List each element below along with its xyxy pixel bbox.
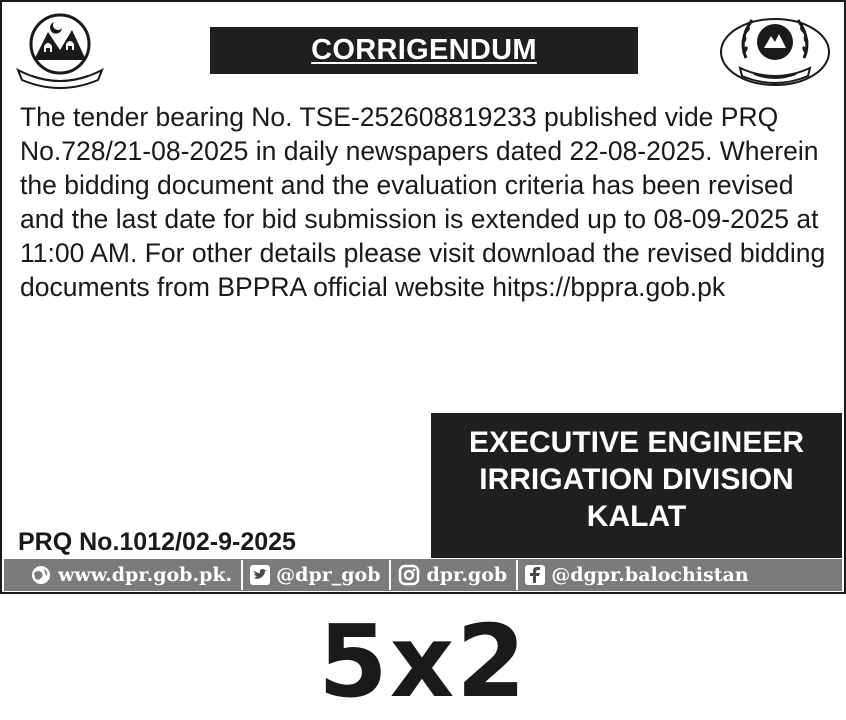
body-line: documents from BPPRA official website hitps://bppra.gob.pk — [20, 272, 726, 302]
footer-divider — [241, 560, 243, 590]
title-banner — [210, 27, 638, 74]
body-line: and the last date for bid submission is extended up to 08-09-2025 at — [20, 204, 819, 234]
ad-size-label: 5x2 — [318, 603, 528, 720]
footer-divider — [516, 560, 518, 590]
instagram-handle[interactable]: dpr.gob — [426, 564, 508, 586]
facebook-handle[interactable]: @dgpr.balochistan — [551, 564, 749, 586]
instagram-icon — [398, 564, 420, 586]
page-title: CORRIGENDUM — [311, 34, 537, 66]
footer-facebook[interactable] — [525, 564, 748, 586]
signature-designation: EXECUTIVE ENGINEER — [468, 426, 805, 459]
prq-number: PRQ No.1012/02-9-2025 — [18, 528, 296, 556]
twitter-handle[interactable]: @dpr_gob — [276, 564, 381, 586]
body-line: The tender bearing No. TSE-252608819233 published vide PRQ — [20, 102, 779, 132]
body-line: the bidding document and the evaluation criteria has been revised — [20, 170, 794, 200]
balochistan-emblem-icon — [14, 10, 106, 90]
facebook-icon — [525, 565, 545, 585]
footer-divider — [389, 560, 391, 590]
corrigendum-body — [20, 100, 828, 304]
signature-block — [431, 413, 842, 558]
twitter-icon — [250, 565, 270, 585]
dgpr-emblem-icon — [718, 10, 832, 88]
signature-location: KALAT — [586, 500, 687, 533]
footer-twitter[interactable] — [250, 564, 380, 586]
footer-instagram[interactable] — [398, 564, 507, 586]
social-footer — [4, 559, 842, 591]
footer-website[interactable] — [30, 564, 232, 586]
globe-icon — [30, 564, 52, 586]
website-link[interactable]: www.dpr.gob.pk. — [58, 564, 233, 586]
body-line: No.728/21-08-2025 in daily newspapers dated 22-08-2025. Wherein — [20, 136, 819, 166]
signature-division: IRRIGATION DIVISION — [479, 463, 794, 496]
body-line: 11:00 AM. For other details please visit download the revised bidding — [20, 238, 826, 268]
